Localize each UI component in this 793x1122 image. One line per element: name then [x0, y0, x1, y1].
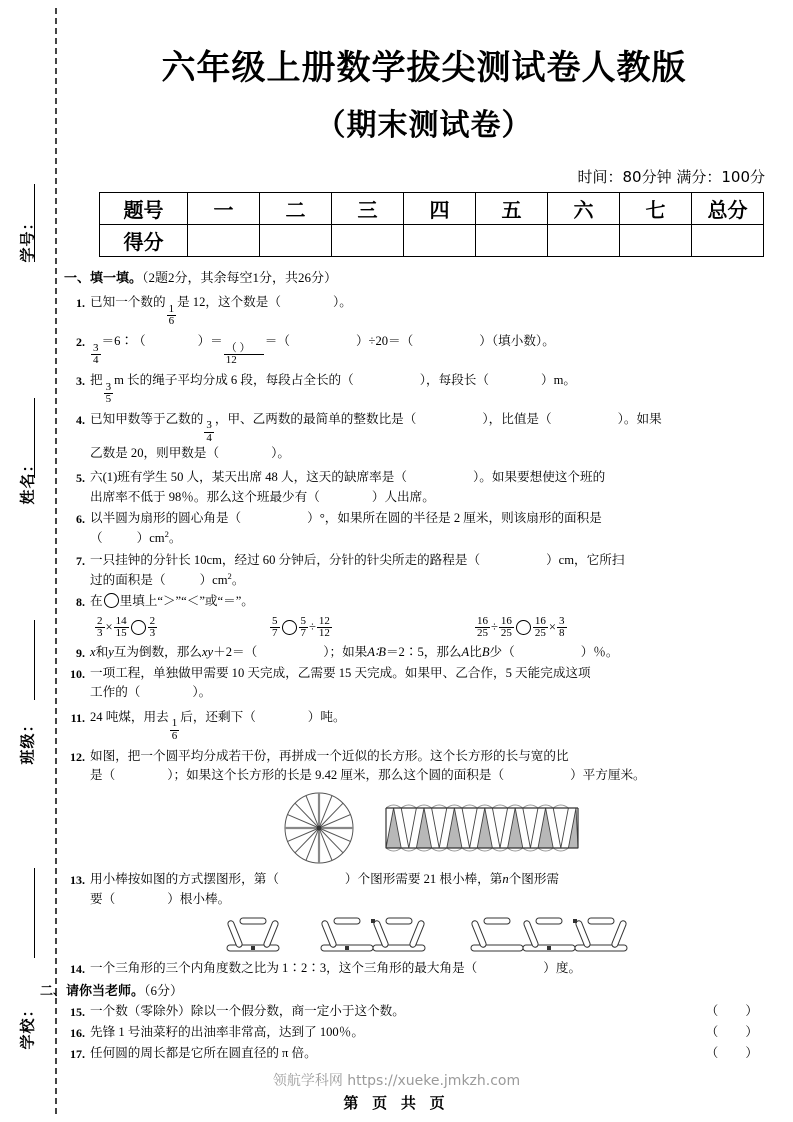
divided-circle-figure: [278, 789, 360, 867]
question-14-number: 14.: [70, 961, 85, 976]
question-4: [64, 410, 770, 463]
q13-text-e: ）根小棒。: [167, 891, 231, 906]
score-cell-total[interactable]: [692, 225, 764, 257]
score-col-5: 五: [476, 193, 548, 225]
q9-t5: ＝2∶5，那么: [385, 644, 462, 659]
sidebar-field-label: 学号：: [20, 213, 37, 263]
q1-text-a: 已知一个数的: [90, 295, 166, 310]
question-9: [64, 643, 770, 663]
q8-e2-frac-1: [270, 616, 280, 639]
q7-text-c: 过的面积是（: [90, 573, 166, 588]
sidebar-writing-line-2: [34, 398, 35, 478]
rearranged-rectangle-figure: [382, 800, 582, 856]
q8-prompt: [90, 592, 770, 612]
q12-figure: [90, 789, 770, 867]
q4-text-f: ）。: [271, 445, 290, 460]
q8-e3-op2: ×: [548, 619, 557, 634]
q8-e1-f3-num: 2: [149, 614, 156, 627]
score-col-6: 六: [548, 193, 620, 225]
section-1-points: （2题2分，其余每空1分，共26分）: [142, 270, 338, 285]
q8-e1-f1-num: 2: [97, 614, 103, 627]
q13-line-2: [90, 890, 770, 910]
q12-line-1: 如图，把一个圆平均分成若干份，再拼成一个近似的长方形。这个长方形的长与宽的比: [90, 748, 569, 763]
q11-text-a: 24 吨煤，用去: [90, 709, 169, 724]
q8-e2-f2-den: 7: [300, 627, 306, 640]
question-11-number: 11.: [70, 710, 85, 725]
q2-text-d: ）÷20＝（: [355, 334, 414, 349]
q12-text-c: ）平方厘米。: [570, 768, 646, 783]
question-6: [64, 509, 770, 549]
q13-line-1: [90, 870, 770, 890]
section-heading-1: [64, 268, 770, 288]
exam-meta-info: 时间：80分钟 满分：100分: [577, 168, 765, 186]
q1-fraction: [167, 304, 177, 327]
page-number-footer: 第 页 共 页: [343, 1096, 450, 1112]
q4-text-a: 已知甲数等于乙数的: [90, 411, 204, 426]
question-16: [64, 1023, 770, 1043]
sidebar-field-label: 班级：: [20, 715, 37, 765]
question-12-body: [90, 747, 770, 869]
q8-e1-frac-1: [95, 616, 105, 639]
q8-e1-frac-3: [148, 616, 158, 639]
question-17-body: [90, 1044, 770, 1064]
question-8-number: 8.: [76, 595, 85, 610]
q12-line-2: [90, 766, 770, 786]
q14-text-b: ）度。: [543, 960, 582, 975]
matchstick-figure-2: [307, 913, 443, 955]
q6-text-d: ）cm: [136, 531, 165, 546]
q11-frac-numerator: 1: [171, 717, 178, 730]
q5-text-d: ）人出席。: [371, 489, 435, 504]
q3-frac-denominator: 5: [105, 392, 112, 405]
q13-text-d: 要（: [90, 891, 116, 906]
question-1: [64, 293, 770, 327]
q4-text-e: 乙数是 20，则甲数是（: [90, 445, 220, 460]
q9-ratio-ab: A∶B: [367, 644, 386, 659]
sidebar-writing-line-1: [34, 184, 35, 262]
q9-var-a: A: [461, 644, 470, 659]
sidebar-field-label: 姓名：: [20, 455, 37, 505]
q2-text-e: ）（填小数）。: [479, 334, 555, 349]
q8-e2-f2-num: 5: [300, 614, 306, 627]
q4-fraction: [204, 420, 214, 443]
question-16-number: 16.: [70, 1026, 85, 1041]
q7-line-2: [90, 570, 770, 591]
score-cell-3[interactable]: [332, 225, 404, 257]
q2-fraction-1: [91, 343, 101, 366]
q6-line-1: [90, 509, 770, 529]
question-2-body: [90, 332, 770, 366]
q8-e1-f2-den: 15: [115, 627, 127, 640]
section-2-points: （6分）: [144, 982, 184, 998]
q8-expression-2: [269, 616, 474, 639]
q8-e1-op1: ×: [105, 619, 113, 634]
question-17: [64, 1044, 770, 1064]
score-cell-1[interactable]: [188, 225, 260, 257]
q2-text-c: ＝（: [264, 334, 290, 349]
q10-text-a: 工作的（: [90, 685, 141, 700]
q5-line-1: [90, 468, 770, 488]
q7-text-a: 一只挂钟的分针长 10cm，经过 60 分钟后，分针的针尖所走的路程是（: [90, 552, 481, 567]
question-7: [64, 551, 770, 591]
q1-text-c: ）。: [332, 295, 352, 310]
q13-text-a: 用小棒按如图的方式摆图形，第（: [90, 872, 279, 887]
score-cell-6[interactable]: [548, 225, 620, 257]
score-col-2: 二: [260, 193, 332, 225]
q9-var-b: B: [481, 644, 490, 659]
q3-text-d: ）m。: [541, 373, 576, 388]
question-10-number: 10.: [70, 666, 85, 681]
score-cell-2[interactable]: [260, 225, 332, 257]
score-col-3: 三: [332, 193, 404, 225]
table-row-question-numbers: [100, 193, 764, 225]
q9-t8: ）％。: [580, 644, 619, 659]
question-15-body: [90, 1002, 770, 1022]
question-5: [64, 468, 770, 507]
question-7-body: [90, 551, 770, 591]
q2-text-b: ）＝: [197, 334, 223, 349]
q8-e3-op1: ÷: [491, 619, 498, 634]
q3-fraction: [104, 382, 114, 405]
section-2-title: 二、请你当老师。: [40, 982, 145, 998]
question-6-number: 6.: [76, 511, 85, 526]
question-5-number: 5.: [76, 471, 85, 486]
q8-e3-compare-circle[interactable]: [516, 620, 531, 635]
q8-expression-3: [474, 616, 568, 639]
question-7-number: 7.: [76, 553, 85, 568]
q2-f2-numerator[interactable]: （ ）: [225, 341, 251, 354]
sidebar-writing-line-3: [34, 620, 35, 700]
q8-e2-f1-den: 7: [272, 627, 278, 640]
score-cell-4[interactable]: [404, 225, 476, 257]
q15-truefalse-blank[interactable]: （ ）: [705, 1004, 770, 1019]
question-4-body: [90, 410, 770, 463]
question-10-body: [90, 664, 770, 703]
page-title: 六年级上册数学拔尖测试卷人教版: [161, 48, 687, 88]
score-col-total: 总分: [692, 193, 764, 225]
q8-e2-f1-num: 5: [272, 614, 278, 627]
q8-text-b: 里填上“＞”“＜”或“＝”。: [119, 594, 254, 609]
q11-frac-denominator: 6: [171, 729, 178, 742]
question-9-body: [90, 643, 770, 663]
sidebar-writing-line-4: [34, 868, 35, 958]
q6-text-a: 以半圆为扇形的圆心角是（: [90, 510, 242, 525]
page-subtitle: （期末测试卷）: [315, 108, 533, 143]
question-3: [64, 371, 770, 405]
q17-truefalse-blank[interactable]: （ ）: [705, 1046, 770, 1061]
q9-t6: 比: [469, 644, 482, 659]
question-16-body: [90, 1023, 770, 1043]
binding-dashed-line: [55, 8, 57, 1114]
q15-text: 一个数（零除外）除以一个假分数，商一定小于这个数。: [90, 1004, 405, 1019]
q2-text-a: ＝6∶（: [101, 334, 146, 349]
student-info-sidebar: [0, 0, 55, 1122]
q8-e1-f3-den: 3: [149, 627, 156, 640]
q9-t3: ＋2＝（: [213, 644, 258, 659]
q9-expr-xy: xy: [201, 644, 214, 659]
q7-text-d: ）cm: [199, 573, 228, 588]
q1-frac-numerator: 1: [168, 302, 175, 315]
q8-e2-frac-2: [299, 616, 309, 639]
q4-frac-numerator: 3: [206, 419, 212, 432]
q8-e3-frac-3: [533, 616, 548, 639]
q14-text-a: 一个三角形的三个内角度数之比为 1∶2∶3，这个三角形的最大角是（: [90, 960, 478, 975]
q8-expression-row: [90, 616, 770, 639]
q8-e1-f1-den: 3: [97, 627, 103, 640]
question-8-body: [90, 592, 770, 641]
question-3-number: 3.: [76, 374, 85, 389]
q12-text-a: 是（: [90, 768, 116, 783]
q9-var-x: x: [90, 644, 96, 659]
q8-e3-f4-num: 3: [559, 614, 565, 627]
q13-text-b: ）个图形需要 21 根小棒，第: [344, 872, 503, 887]
q3-text-a: 把: [90, 373, 103, 388]
question-11-body: [90, 708, 770, 742]
score-col-4: 四: [404, 193, 476, 225]
q8-e2-op2: ÷: [309, 619, 316, 634]
question-9-number: 9.: [76, 645, 85, 660]
q7-line-1: [90, 551, 770, 571]
question-15-number: 15.: [70, 1005, 85, 1020]
question-2: [64, 332, 770, 366]
q16-truefalse-blank[interactable]: （ ）: [705, 1025, 770, 1040]
q11-text-b: 后，还剩下（: [180, 709, 256, 724]
q8-e3-f3-den: 25: [534, 627, 546, 640]
q11-text-c: ）吨。: [307, 709, 346, 724]
sidebar-field-student-id[interactable]: [0, 188, 55, 288]
q5-line-2: [90, 488, 770, 508]
q8-e1-f2-num: 14: [115, 614, 127, 627]
q6-text-b: ）°，如果所在圆的半径是 2 厘米，则该扇形的面积是: [307, 510, 602, 525]
q7-text-e: 。: [231, 573, 245, 588]
q8-e3-frac-4: [557, 616, 567, 639]
q8-e3-frac-2: [499, 616, 514, 639]
q8-e3-f4-den: 8: [559, 627, 565, 640]
q4-line-1: [90, 410, 770, 444]
score-cell-7[interactable]: [620, 225, 692, 257]
q8-e1-frac-2: [114, 616, 129, 639]
question-14: [64, 959, 770, 979]
q12-text-b: ）；如果这个长方形的长是 9.42 厘米，那么这个圆的面积是（: [167, 768, 505, 783]
question-14-body: [90, 959, 770, 979]
question-10: [64, 664, 770, 703]
q1-frac-denominator: 6: [168, 314, 175, 327]
q10-line-2: [90, 683, 770, 703]
question-13-body: [90, 870, 770, 957]
row-label-score: 得分: [100, 225, 188, 257]
q8-e3-f2-den: 25: [500, 627, 512, 640]
q8-e3-f3-num: 16: [534, 614, 546, 627]
question-13-number: 13.: [70, 873, 85, 888]
q5-text-a: 六(1)班有学生 50 人，某天出席 48 人，这天的缺席率是（: [90, 470, 407, 485]
q8-e1-compare-circle[interactable]: [131, 620, 146, 635]
sidebar-field-label: 学校：: [20, 1000, 37, 1050]
q4-line-2: [90, 444, 770, 464]
sidebar-field-class[interactable]: [0, 690, 55, 790]
q4-text-d: ）。如果: [617, 411, 662, 426]
question-11: [64, 708, 770, 742]
score-table: [99, 192, 764, 257]
q2-fraction-2: [224, 343, 264, 366]
q3-text-b: m 长的绳子平均分成 6 段，每段占全长的（: [114, 373, 354, 388]
q16-text: 先锋 1 号油菜籽的出油率非常高，达到了 100％。: [90, 1025, 364, 1040]
q13-text-c: 个图形需: [508, 872, 559, 887]
question-15: [64, 1002, 770, 1022]
q9-var-y: y: [108, 644, 114, 659]
section-heading-2: [40, 981, 770, 1001]
q6-line-2: [90, 528, 770, 549]
score-col-1: 一: [188, 193, 260, 225]
exam-content: [40, 266, 770, 1065]
q10-line-1: 一项工程，单独做甲需要 10 天完成，乙需要 15 天完成。如果甲、乙合作，5 天能完成这项: [90, 665, 591, 680]
q8-e3-f2-num: 16: [500, 614, 512, 627]
q8-e2-compare-circle[interactable]: [282, 620, 297, 635]
section-1-title: 一、填一填。: [64, 270, 143, 285]
q3-text-c: ），每段长（: [419, 373, 489, 388]
question-4-number: 4.: [76, 412, 85, 427]
matchstick-figure-1: [213, 913, 293, 955]
question-1-number: 1.: [76, 296, 85, 311]
q8-e2-frac-3: [317, 616, 332, 639]
circle-blank-icon[interactable]: [104, 593, 119, 608]
matchstick-figure-3: [457, 913, 647, 955]
q8-e2-f3-num: 12: [318, 614, 330, 627]
q9-t2: 互为倒数，那么: [113, 644, 202, 659]
site-watermark: 领航学科网 https://xueke.jmkzh.com: [272, 1073, 521, 1089]
q4-text-b: ，甲、乙两数的最简单的整数比是（: [214, 411, 417, 426]
score-cell-5[interactable]: [476, 225, 548, 257]
question-17-number: 17.: [70, 1047, 85, 1062]
q9-t1: 和: [95, 644, 109, 659]
q4-text-c: ），比值是（: [482, 411, 552, 426]
sidebar-field-name[interactable]: [0, 430, 55, 530]
q4-frac-denominator: 4: [206, 431, 212, 444]
score-col-7: 七: [620, 193, 692, 225]
q1-text-b: 是 12，这个数是（: [177, 295, 281, 310]
q6-text-c: （: [90, 531, 103, 546]
question-2-number: 2.: [76, 335, 85, 350]
question-8: [64, 592, 770, 641]
question-3-body: [90, 371, 770, 405]
q8-e2-f3-den: 12: [318, 627, 330, 640]
q13-figure: [90, 913, 770, 955]
q6-text-e: 。: [168, 531, 182, 546]
q5-text-b: ）。如果要想使这个班的: [472, 470, 606, 485]
q9-t7: 少（: [489, 644, 515, 659]
q2-f1-numerator: 3: [93, 341, 99, 354]
q7-text-b: ）cm，它所扫: [546, 552, 625, 567]
row-label-question-no: 题号: [100, 193, 188, 225]
q9-t4: ）；如果: [323, 644, 368, 659]
question-5-body: [90, 468, 770, 507]
q17-text: 任何圆的周长都是它所在圆直径的 π 倍。: [90, 1046, 317, 1061]
q8-e3-f1-num: 16: [477, 614, 488, 627]
question-12-number: 12.: [70, 749, 85, 764]
q13-var-n: n: [502, 872, 509, 887]
question-1-body: [90, 293, 770, 327]
q8-text-a: 在: [90, 594, 103, 609]
q3-frac-numerator: 3: [105, 380, 112, 393]
q6-unit-superscript: 2: [164, 529, 169, 540]
question-6-body: [90, 509, 770, 549]
q8-e3-f1-den: 25: [477, 627, 488, 640]
q8-e3-frac-1: [475, 616, 490, 639]
q5-text-c: 出席率不低于 98％。那么这个班最少有（: [90, 489, 320, 504]
q2-f1-denominator: 4: [93, 353, 99, 366]
question-13: [64, 870, 770, 957]
q8-expression-1: [94, 616, 269, 639]
q11-fraction: [170, 718, 180, 741]
table-row-scores: [100, 225, 764, 257]
q10-text-b: ）。: [192, 685, 212, 700]
q2-f2-denominator: 12: [224, 354, 264, 366]
question-12: [64, 747, 770, 869]
q7-unit-superscript: 2: [227, 571, 232, 582]
